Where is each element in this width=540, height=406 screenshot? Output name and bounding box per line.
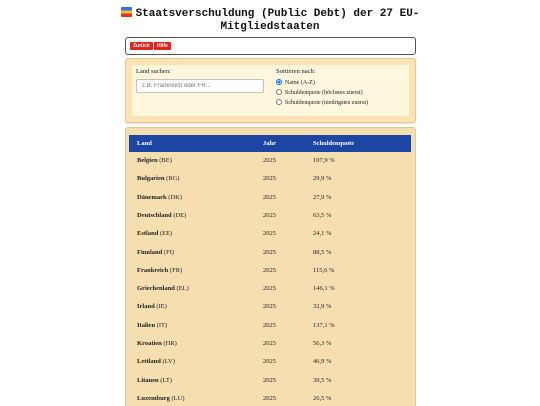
debt-cell: 26,5 %: [313, 394, 332, 402]
sort-option-label: Schuldenquote (höchstes zuerst): [285, 90, 363, 96]
country-code: (LU): [171, 394, 185, 402]
year-cell: 2025: [263, 175, 276, 183]
country-cell: [137, 194, 182, 201]
country-cell: [137, 322, 167, 329]
country-name: Dänemark: [137, 193, 167, 201]
country-code: (LT): [160, 376, 172, 384]
country-name: Finnland: [137, 248, 163, 256]
debt-cell: 39,5 %: [313, 376, 332, 384]
page-title: [0, 7, 540, 34]
country-code: (LV): [162, 358, 175, 366]
country-code: (EL): [176, 285, 189, 293]
year-cell: 2025: [263, 376, 276, 384]
country-cell: [137, 267, 182, 274]
country-cell: [137, 230, 172, 237]
country-code: (BE): [159, 157, 172, 164]
country-cell: [137, 358, 175, 365]
radio-checked-icon[interactable]: [276, 79, 282, 85]
year-cell: 2025: [263, 321, 276, 329]
debt-cell: 46,9 %: [313, 358, 332, 366]
table-row: [129, 170, 411, 188]
table-row: [129, 189, 411, 207]
country-code: (FI): [163, 248, 175, 256]
country-code: (DE): [173, 211, 187, 219]
year-cell: 2025: [263, 193, 276, 201]
country-cell: [137, 285, 189, 292]
year-cell: 2025: [263, 285, 276, 293]
page-title-line1: Staatsverschuldung (Public Debt) der 27 EU-: [135, 8, 420, 20]
country-name: Belgien: [137, 157, 158, 164]
country-cell: [137, 303, 167, 310]
country-name: Luxemburg: [137, 394, 170, 402]
sort-label: Sortieren nach:: [276, 68, 316, 75]
debt-cell: 63,5 %: [313, 211, 332, 219]
debt-cell: 146,1 %: [313, 285, 335, 293]
table-row: [129, 390, 411, 406]
country-code: (IT): [156, 321, 168, 329]
country-code: (BG): [166, 175, 180, 183]
page-title-line2: Mitgliedstaaten: [220, 21, 320, 33]
country-name: Lettland: [137, 358, 161, 366]
header-year[interactable]: Jahr: [263, 140, 276, 147]
year-cell: 2025: [263, 230, 276, 238]
debt-cell: 88,5 %: [313, 248, 332, 256]
sort-option-label: Name (A-Z): [285, 80, 315, 86]
country-code: (IE): [156, 303, 167, 311]
sort-option-debt-desc[interactable]: [276, 89, 363, 98]
table-header: [129, 135, 411, 152]
year-cell: 2025: [263, 303, 276, 311]
table-row: [129, 317, 411, 335]
filter-panel: [125, 58, 416, 123]
table-row: [129, 298, 411, 316]
country-cell: [137, 340, 177, 347]
table-row: [129, 244, 411, 262]
country-name: Frankreich: [137, 266, 169, 274]
year-cell: 2025: [263, 394, 276, 402]
table-row: [129, 207, 411, 225]
country-cell: [137, 395, 185, 402]
search-input[interactable]: [136, 79, 264, 93]
sort-option-label: Schuldenquote (niedrigstes zuerst): [285, 100, 368, 106]
country-name: Kroatien: [137, 340, 162, 347]
country-code: (DK): [168, 193, 182, 201]
country-code: (HR): [163, 340, 177, 347]
country-cell: [137, 212, 186, 219]
year-cell: 2025: [263, 340, 276, 347]
year-cell: 2025: [263, 211, 276, 219]
country-cell: [137, 249, 174, 256]
country-name: Italien: [137, 321, 156, 329]
debt-cell: 107,9 %: [313, 157, 335, 164]
country-code: (FR): [169, 266, 183, 274]
back-button[interactable]: Zurück: [130, 42, 153, 50]
help-button[interactable]: Hilfe: [154, 42, 171, 50]
year-cell: 2025: [263, 248, 276, 256]
eu-flag-icon: [121, 7, 132, 17]
debt-cell: 32,9 %: [313, 303, 332, 311]
debt-cell: 29,9 %: [313, 175, 332, 183]
country-cell: [137, 157, 172, 164]
country-name: Deutschland: [137, 211, 172, 219]
table-row: [129, 372, 411, 390]
country-name: Griechenland: [137, 285, 175, 293]
year-cell: 2025: [263, 266, 276, 274]
country-name: Irland: [137, 303, 155, 311]
filter-panel-inner: [132, 65, 409, 116]
sort-option-name[interactable]: [276, 79, 315, 88]
table-row: [129, 353, 411, 371]
table-row: [129, 262, 411, 280]
country-code: (EE): [159, 230, 173, 238]
year-cell: 2025: [263, 157, 276, 164]
country-name: Bulgarien: [137, 175, 165, 183]
radio-unchecked-icon[interactable]: [276, 99, 282, 105]
table-row: [129, 225, 411, 243]
debt-cell: 137,1 %: [313, 321, 335, 329]
country-cell: [137, 175, 179, 182]
radio-unchecked-icon[interactable]: [276, 89, 282, 95]
header-debt[interactable]: Schuldenquote: [313, 140, 355, 147]
year-cell: 2025: [263, 358, 276, 366]
country-name: Estland: [137, 230, 159, 238]
table-row: [129, 152, 411, 170]
debt-cell: 27,9 %: [313, 193, 332, 201]
header-country[interactable]: Land: [137, 140, 152, 147]
table-row: [129, 280, 411, 298]
search-label: Land suchen:: [136, 68, 171, 75]
debt-cell: 24,1 %: [313, 230, 332, 238]
debt-cell: 56,3 %: [313, 340, 332, 347]
sort-option-debt-asc[interactable]: [276, 99, 368, 108]
table-row: [129, 335, 411, 353]
debt-cell: 115,6 %: [313, 266, 335, 274]
country-cell: [137, 377, 172, 384]
toolbar: [125, 37, 416, 55]
country-name: Litauen: [137, 376, 159, 384]
debt-table: [125, 127, 416, 406]
